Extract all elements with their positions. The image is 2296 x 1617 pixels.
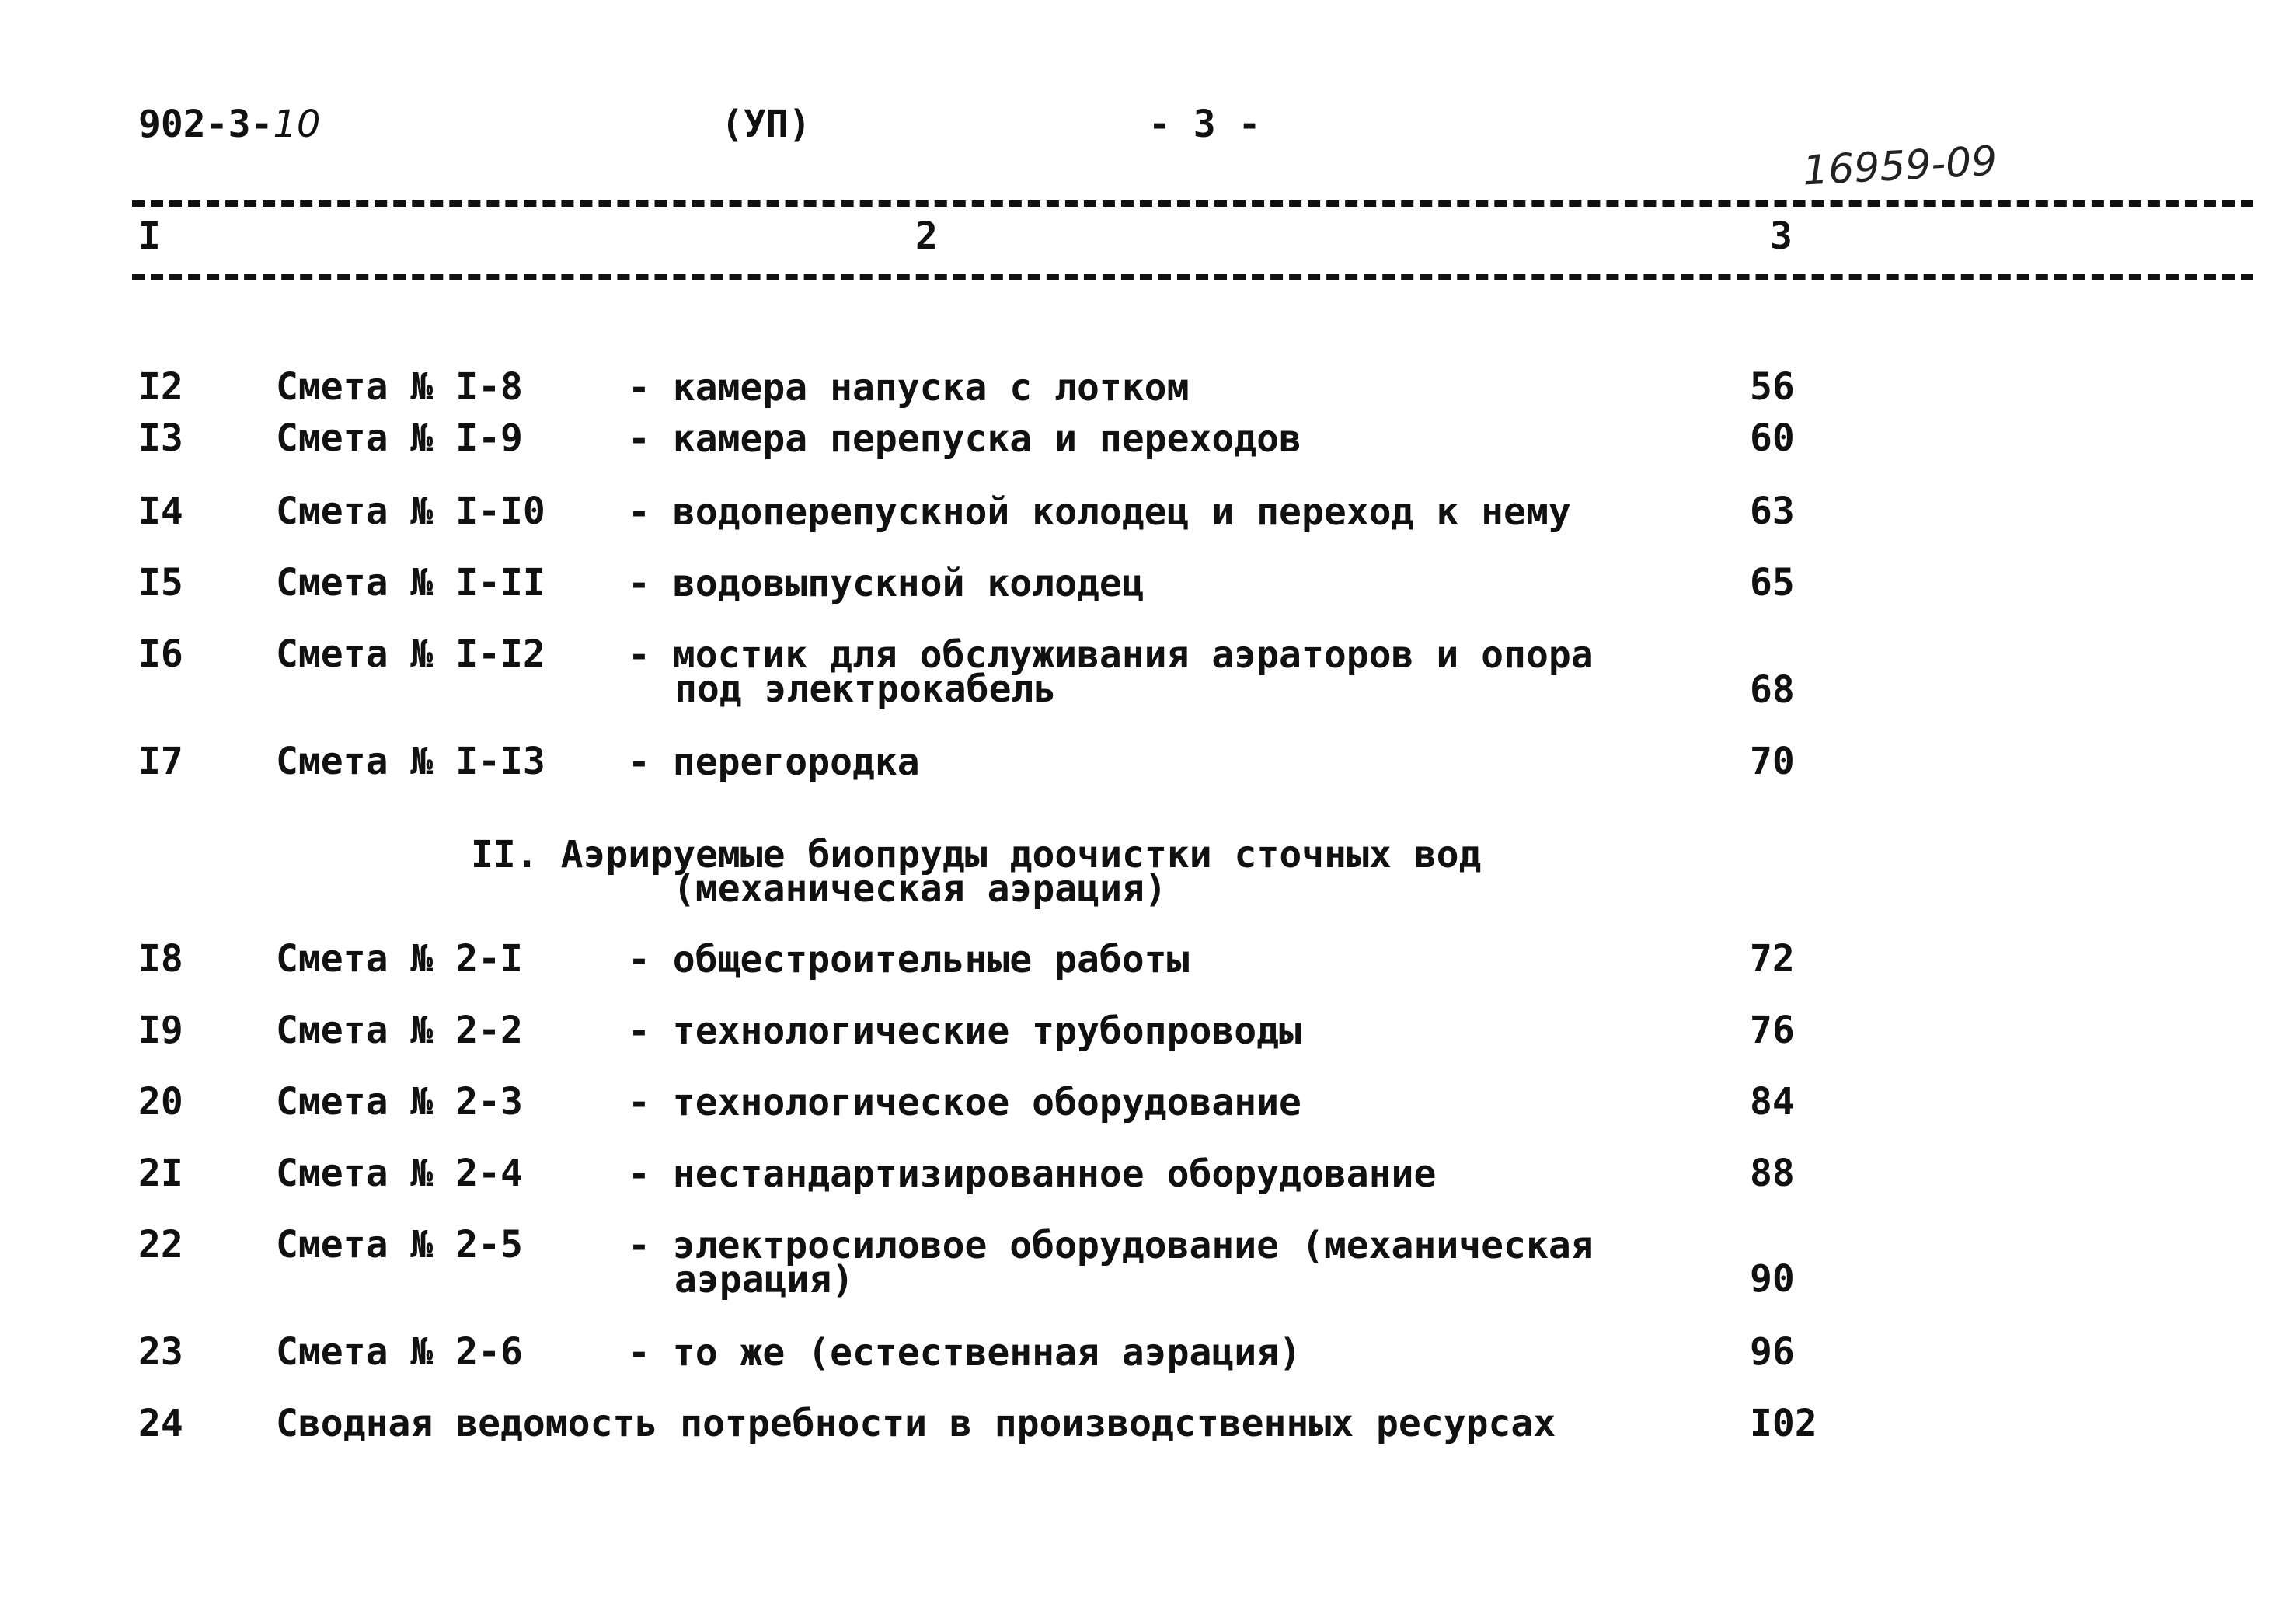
row-page: 63 [1750, 490, 1795, 533]
section-title: II. Аэрируемые биопруды доочистки сточных вод [471, 833, 1482, 876]
doc-code-suffix: 10 [273, 103, 321, 146]
estimate-label: Смета № I-I2 [276, 633, 545, 676]
description-line: - водовыпускной колодец [628, 562, 1145, 605]
row-page: 72 [1750, 937, 1795, 981]
row-number: I4 [138, 490, 183, 533]
description-line: - камера перепуска и переходов [628, 417, 1301, 461]
section-heading [471, 833, 1482, 911]
column-header-2: 2 [915, 214, 938, 258]
row-description [628, 366, 1190, 409]
description-line: - электросиловое оборудование (механическая [628, 1224, 1594, 1267]
row-page: 65 [1750, 561, 1795, 605]
row-description [628, 1009, 1301, 1053]
estimate-label: Смета № I-8 [276, 365, 523, 409]
estimate-label: Смета № 2-6 [276, 1330, 523, 1374]
row-description [628, 741, 920, 784]
row-number: I2 [138, 365, 183, 409]
row-page: 96 [1750, 1330, 1795, 1374]
estimate-label: Смета № 2-5 [276, 1223, 523, 1267]
row-description [628, 1224, 1594, 1302]
description-line: - мостик для обслуживания аэраторов и опора [628, 633, 1594, 677]
row-number: I8 [138, 937, 183, 981]
estimate-label: Смета № I-I3 [276, 740, 545, 783]
description-line: - перегородка [628, 741, 920, 784]
row-page: 60 [1750, 416, 1795, 460]
estimate-label: Смета № 2-I [276, 937, 523, 981]
row-page: I02 [1750, 1402, 1817, 1445]
row-description [628, 1331, 1301, 1375]
description-line: - то же (естественная аэрация) [628, 1331, 1301, 1375]
estimate-label: Смета № I-9 [276, 416, 523, 460]
row-number: 24 [138, 1402, 183, 1445]
column-header-3: 3 [1770, 214, 1793, 258]
row-number: I3 [138, 416, 183, 460]
description-line: - нестандартизированное оборудование [628, 1152, 1437, 1196]
estimate-label: Смета № I-I0 [276, 490, 545, 533]
estimate-label: Смета № 2-3 [276, 1080, 523, 1124]
doc-type: (УП) [721, 103, 811, 146]
bottom-dashed-rule [132, 274, 2253, 280]
doc-code [138, 103, 320, 146]
summary-text: Сводная ведомость потребности в производственных ресурсах [276, 1402, 1556, 1445]
row-number: 22 [138, 1223, 183, 1267]
row-number: 23 [138, 1330, 183, 1374]
row-page: 84 [1750, 1080, 1795, 1124]
doc-code-prefix: 902-3- [138, 103, 273, 146]
row-description [628, 938, 1190, 981]
estimate-label: Смета № 2-2 [276, 1009, 523, 1052]
row-description [628, 1081, 1301, 1124]
description-line: - камера напуска с лотком [628, 366, 1190, 409]
top-dashed-rule [132, 200, 2253, 207]
row-page: 56 [1750, 365, 1795, 409]
estimate-label: Смета № 2-4 [276, 1152, 523, 1195]
row-number: 2I [138, 1152, 183, 1195]
row-page: 90 [1750, 1257, 1795, 1301]
estimate-label: Смета № I-II [276, 561, 545, 605]
handwritten-number: 16959-09 [1801, 138, 1998, 195]
description-line: - водоперепускной колодец и переход к нему [628, 490, 1571, 534]
description-line: - общестроительные работы [628, 938, 1190, 981]
row-description [628, 562, 1145, 605]
description-line-continued: аэрация) [674, 1258, 855, 1302]
row-number: 20 [138, 1080, 183, 1124]
row-number: I6 [138, 633, 183, 676]
row-number: I9 [138, 1009, 183, 1052]
row-page: 68 [1750, 668, 1795, 712]
row-page: 88 [1750, 1152, 1795, 1195]
description-line: - технологические трубопроводы [628, 1009, 1301, 1053]
description-line-continued: под электрокабель [674, 667, 1057, 711]
row-number: I5 [138, 561, 183, 605]
row-description [628, 1152, 1437, 1196]
description-line: - технологическое оборудование [628, 1081, 1301, 1124]
row-page: 70 [1750, 740, 1795, 783]
row-description [628, 633, 1594, 711]
row-number: I7 [138, 740, 183, 783]
row-description [628, 417, 1301, 461]
row-page: 76 [1750, 1009, 1795, 1052]
page-label: - 3 - [1148, 103, 1261, 146]
row-description [628, 490, 1571, 534]
section-subtitle: (механическая аэрация) [673, 867, 1167, 911]
column-header-1: I [138, 214, 161, 258]
